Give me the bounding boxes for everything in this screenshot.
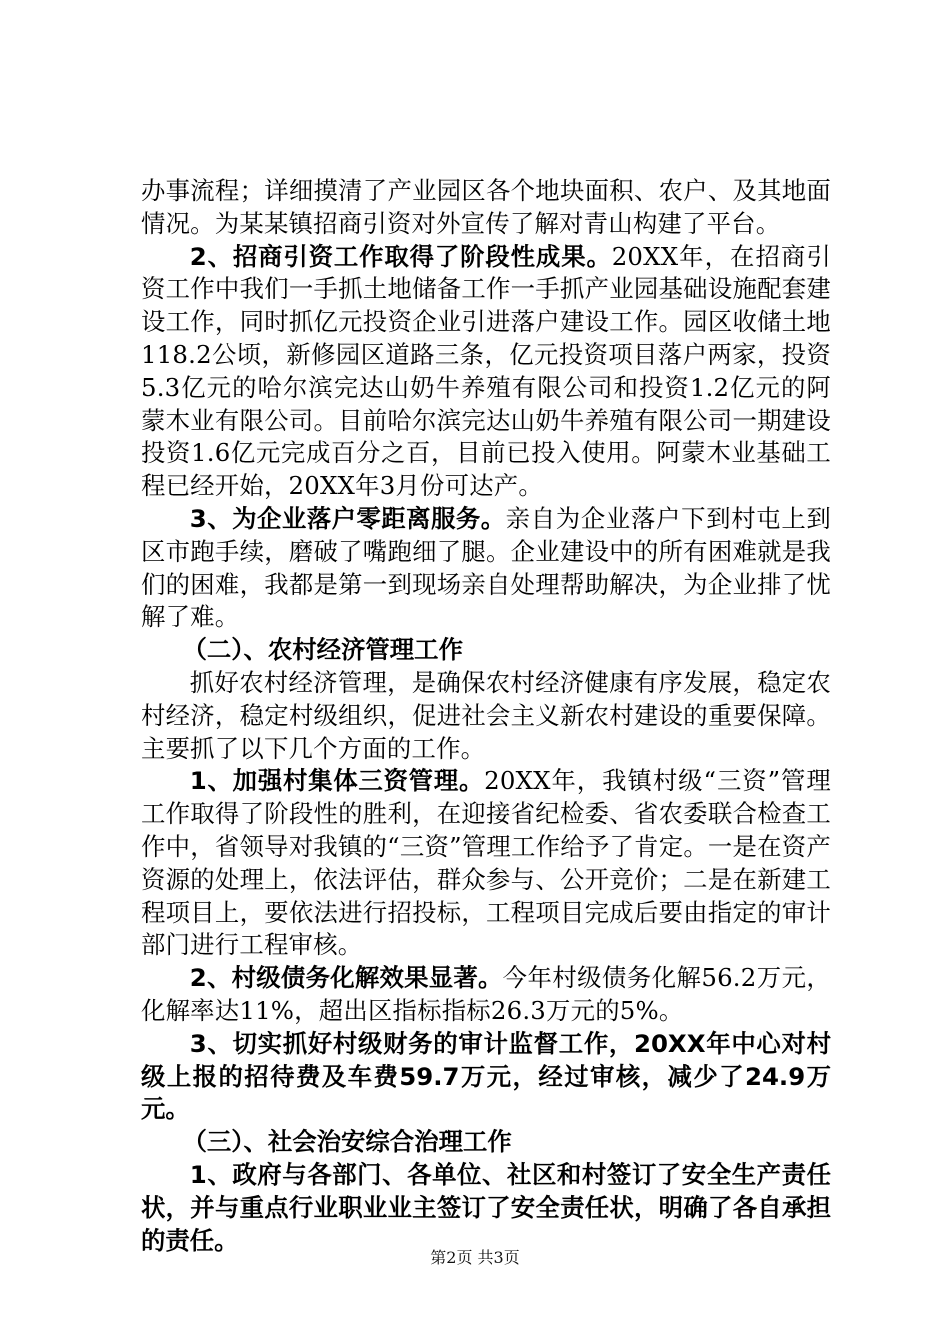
paragraph-lead: 1、政府与各部门、各单位、社区和村签订了安全生产责任状，并与重点行业职业业主签订了安全责任状，明确了各自承担的责任。 bbox=[141, 1159, 831, 1255]
page-number-label: 第2页 共3页 bbox=[430, 1248, 520, 1267]
paragraph-debt-resolution bbox=[141, 962, 831, 1028]
paragraph-audit-supervision bbox=[141, 1028, 831, 1126]
page-footer bbox=[0, 1245, 950, 1268]
paragraph-lead: 2、村级债务化解效果显著。 bbox=[189, 963, 503, 993]
section-heading-text: （三）、社会治安综合治理工作 bbox=[182, 1127, 512, 1157]
paragraph-safety-responsibility bbox=[141, 1159, 831, 1257]
paragraph-lead: 2、招商引资工作取得了阶段性成果。 bbox=[189, 241, 612, 271]
section-heading-text: （二）、农村经济管理工作 bbox=[182, 635, 463, 665]
paragraph-text: 办事流程；详细摸清了产业园区各个地块面积、农户、及其地面情况。为某某镇招商引资对外宣传了解对青山构建了平台。 bbox=[141, 176, 831, 238]
paragraph-text: 亲自为企业落户下到村屯上到区市跑手续，磨破了嘴跑细了腿。企业建设中的所有困难就是我们的困难，我都是第一到现场亲自处理帮助解决，为企业排了忧解了难。 bbox=[141, 503, 831, 632]
document-body bbox=[141, 175, 831, 1257]
section-heading-rural-economy bbox=[141, 634, 831, 667]
paragraph-rural-economy-intro bbox=[141, 667, 831, 765]
paragraph-lead: 3、切实抓好村级财务的审计监督工作，20XX年中心对村级上报的招待费及车费59.7万元，经过审核，减少了24.9万元。 bbox=[141, 1028, 831, 1124]
paragraph-lead: 1、加强村集体三资管理。 bbox=[189, 766, 485, 796]
paragraph-continuation bbox=[141, 175, 831, 241]
paragraph-text: 今年村级债务化解56.2万元，化解率达11%，超出区指标指标26.3万元的5%。 bbox=[141, 963, 831, 1025]
paragraph-enterprise-service bbox=[141, 503, 831, 634]
paragraph-lead: 3、为企业落户零距离服务。 bbox=[189, 503, 506, 533]
paragraph-three-assets bbox=[141, 765, 831, 962]
paragraph-text: 20XX年，我镇村级“三资”管理工作取得了阶段性的胜利，在迎接省纪检委、省农委联合检查工作中，省领导对我镇的“三资”管理工作给予了肯定。一是在资产资源的处理上，依法评估，群众参与、公开竞价；二是在新建工程项目上，要依法进行招投标，工程项目完成后要由指定的审计部门进行工程审核。 bbox=[141, 766, 831, 960]
paragraph-investment-results bbox=[141, 241, 831, 503]
paragraph-text: 抓好农村经济管理，是确保农村经济健康有序发展，稳定农村经济，稳定村级组织，促进社会主义新农村建设的重要保障。主要抓了以下几个方面的工作。 bbox=[141, 667, 831, 763]
paragraph-text: 20XX年，在招商引资工作中我们一手抓土地储备工作一手抓产业园基础设施配套建设工作，同时抓亿元投资企业引进落户建设工作。园区收储土地118.2公顷，新修园区道路三条，亿元投资项目落户两家，投资5.3亿元的哈尔滨完达山奶牛养殖有限公司和投资1.2亿元的阿蒙木业有限公司。目前哈尔滨完达山奶牛养殖有限公司一期建设投资1.6亿元完成百分之百，目前已投入使用。阿蒙木业基础工程已经开始，20XX年3月份可达产。 bbox=[141, 241, 831, 501]
section-heading-public-security bbox=[141, 1126, 831, 1159]
